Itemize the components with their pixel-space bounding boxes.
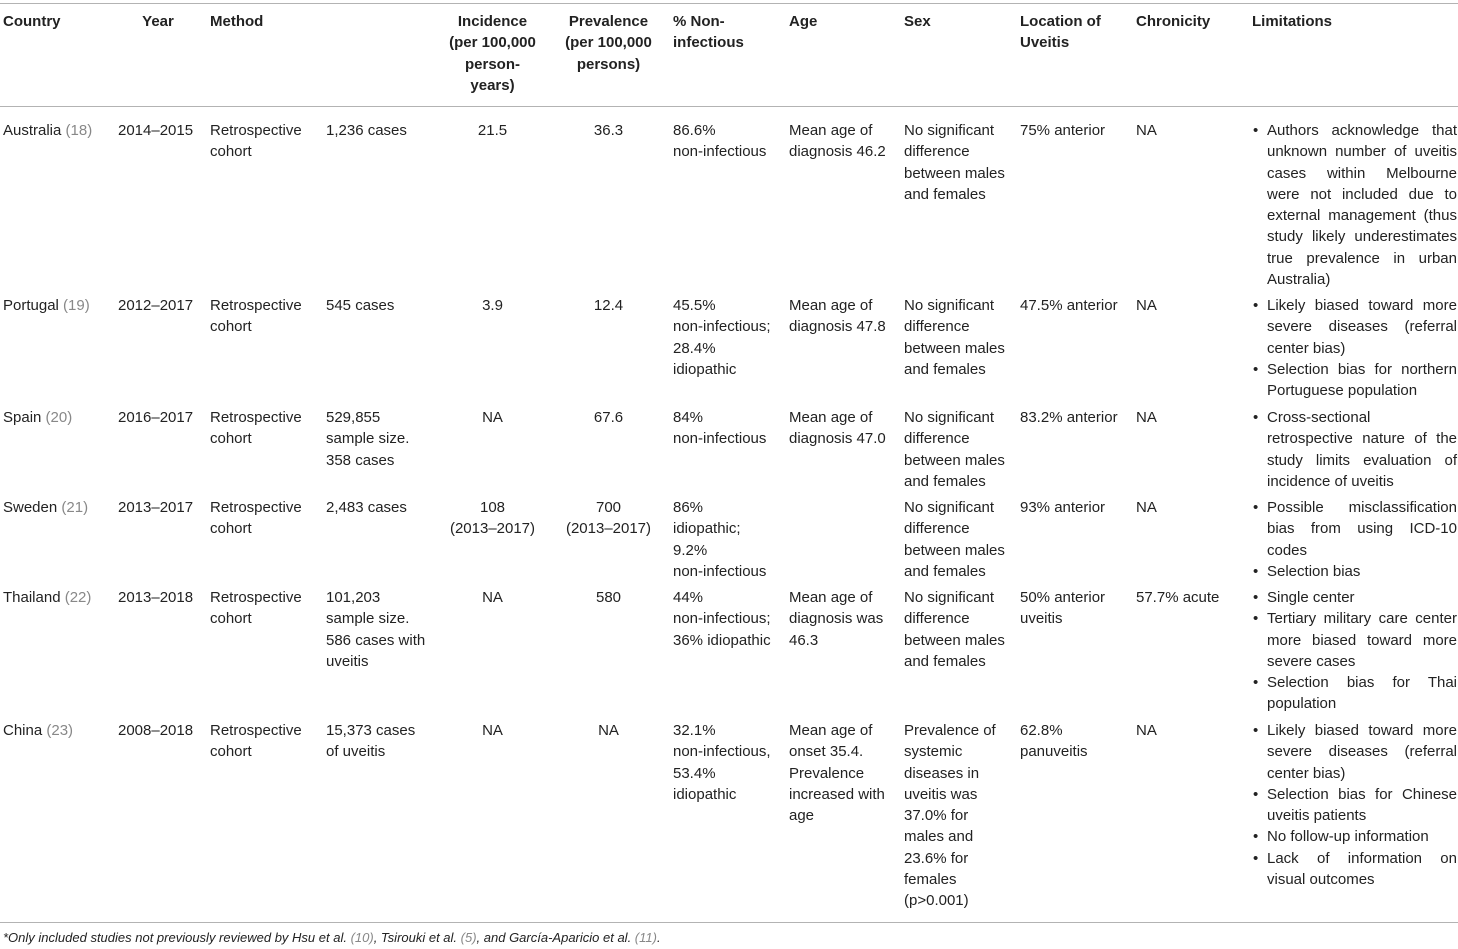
reference-link[interactable]: (20): [45, 409, 73, 426]
cell-line: difference: [904, 610, 970, 628]
sex-cell: [904, 720, 1014, 912]
cell-line: 1,236 cases: [326, 122, 407, 139]
column-header-non-infectious: [673, 11, 783, 54]
country-name: Portugal: [3, 297, 59, 314]
cell-line: diagnosis 46.2: [789, 143, 886, 161]
country-cell: [3, 120, 113, 141]
cell-line: 93% anterior: [1020, 499, 1106, 516]
cell-line: Prevalence of: [904, 722, 996, 739]
cell-line: males and: [904, 828, 974, 846]
cell-line: 46.3: [789, 631, 819, 649]
year-cell: 2014–2015: [118, 122, 194, 139]
limitation-item: [1252, 587, 1457, 608]
limitation-line: • Tertiary military care center: [1267, 610, 1457, 628]
age-cell: [789, 587, 899, 651]
non-infectious-cell: [673, 295, 783, 380]
year-cell: 2016–2017: [118, 409, 194, 426]
limitations-list: [1252, 587, 1457, 715]
cell-line: 23.6% for: [904, 849, 969, 867]
limitation-line: codes: [1267, 541, 1308, 559]
limitation-line: • Cross-sectional: [1267, 409, 1371, 426]
limitation-item: [1252, 784, 1457, 827]
incidence-cell: [446, 407, 539, 428]
cell-line: cohort: [210, 743, 252, 761]
country-name: China: [3, 722, 43, 739]
cell-line: cohort: [210, 143, 252, 161]
sample-size-cell: [326, 720, 451, 763]
limitation-line: severe cases: [1267, 652, 1356, 670]
column-header-location: [1020, 11, 1132, 54]
limitation-line: • Possible misclassification: [1267, 499, 1457, 516]
footnote-ref-link[interactable]: (10): [350, 930, 374, 945]
limitation-line: • Single center: [1267, 589, 1355, 606]
footnote-text: .: [656, 930, 661, 945]
cell-line: No significant: [904, 297, 995, 314]
sex-cell: [904, 497, 1014, 582]
country-name: Sweden: [3, 499, 58, 516]
cell-line: 101,203: [326, 589, 381, 606]
limitation-line: more biased toward more: [1267, 631, 1457, 649]
cell-line: diagnosis 47.8: [789, 318, 886, 336]
reference-link[interactable]: (21): [61, 499, 89, 516]
chronicity-cell: NA: [1136, 722, 1157, 739]
cell-line: idiopathic;: [673, 520, 741, 538]
limitation-item: [1252, 407, 1457, 492]
limitation-line: • Selection bias for Chinese: [1267, 785, 1457, 803]
limitation-line: visual outcomes: [1267, 871, 1375, 889]
cell-line: % Non-: [673, 13, 725, 30]
method-cell: [210, 295, 322, 338]
age-cell: [789, 295, 899, 338]
cell-line: 53.4%: [673, 764, 716, 782]
footnote-text: , Tsirouki et al.: [373, 930, 461, 945]
cell-line: 21.5: [477, 122, 508, 139]
column-header-method: Method: [210, 13, 264, 30]
cell-line: Mean age of: [789, 722, 873, 739]
limitation-line: incidence of uveitis: [1267, 472, 1394, 490]
country-cell: [3, 587, 113, 608]
year-cell: 2013–2018: [118, 589, 194, 606]
limitation-item: [1252, 672, 1457, 715]
cell-line: non-infectious: [673, 143, 767, 161]
chronicity-cell: NA: [1136, 122, 1157, 139]
cell-line: females: [904, 871, 957, 889]
limitation-line: • Lack of information on: [1267, 849, 1457, 867]
limitation-line: • No follow-up information: [1267, 828, 1429, 846]
non-infectious-cell: [673, 587, 783, 651]
limitation-line: Portuguese population: [1267, 382, 1418, 400]
country-cell: [3, 295, 113, 316]
method-cell: [210, 407, 322, 450]
cell-line: 15,373 cases: [326, 722, 416, 739]
country-name: Thailand: [3, 589, 61, 606]
country-cell: [3, 720, 113, 741]
cell-line: person-: [464, 55, 520, 73]
cell-line: (p>0.001): [904, 892, 969, 910]
prevalence-cell: [560, 295, 657, 316]
cell-line: 36.3: [593, 122, 624, 139]
footnote-text: , and García-Aparicio et al.: [476, 930, 635, 945]
cell-line: Prevalence: [789, 764, 865, 782]
cell-line: 529,855: [326, 409, 381, 426]
chronicity-cell: NA: [1136, 409, 1157, 426]
column-header-sex: Sex: [904, 13, 931, 30]
footnote-ref-link[interactable]: (5): [460, 930, 477, 945]
sex-cell: [904, 295, 1014, 380]
cell-line: (per 100,000: [449, 34, 536, 52]
year-cell: 2012–2017: [118, 297, 194, 314]
limitation-line: • Authors acknowledge that: [1267, 122, 1457, 139]
location-cell: [1020, 407, 1132, 428]
cell-line: No significant: [904, 589, 995, 606]
country-cell: [3, 497, 113, 518]
limitation-item: [1252, 120, 1457, 290]
table-bottom-rule: [0, 922, 1458, 923]
cell-line: 50% anterior: [1020, 589, 1106, 606]
reference-link[interactable]: (22): [64, 589, 92, 606]
incidence-cell: [446, 120, 539, 141]
limitation-line: Australia): [1267, 271, 1331, 289]
cell-line: uveitis: [326, 652, 369, 670]
cell-line: non-infectious: [673, 562, 767, 580]
limitation-item: [1252, 295, 1457, 359]
cell-line: systemic: [904, 743, 963, 761]
incidence-cell: [446, 587, 539, 608]
country-cell: [3, 407, 113, 428]
cell-line: Retrospective: [210, 589, 302, 606]
cell-line: cohort: [210, 318, 252, 336]
cell-line: of uveitis: [326, 743, 386, 761]
cell-line: sample size.: [326, 610, 410, 628]
cell-line: (2013–2017): [565, 520, 652, 538]
cell-line: Retrospective: [210, 122, 302, 139]
cell-line: difference: [904, 143, 970, 161]
cell-line: Retrospective: [210, 722, 302, 739]
cell-line: 47.5% anterior: [1020, 297, 1118, 314]
cell-line: 358 cases: [326, 451, 395, 469]
cell-line: 545 cases: [326, 297, 395, 314]
cell-line: non-infectious;: [673, 610, 771, 628]
cell-line: increased with: [789, 785, 885, 803]
reference-link[interactable]: (19): [63, 297, 90, 314]
cell-line: No significant: [904, 499, 995, 516]
limitation-item: [1252, 359, 1457, 402]
sample-size-cell: [326, 497, 451, 518]
sex-cell: [904, 407, 1014, 492]
limitation-line: external management (thus: [1267, 207, 1457, 225]
sex-cell: [904, 587, 1014, 672]
location-cell: [1020, 295, 1132, 316]
limitation-item: [1252, 848, 1457, 891]
location-cell: [1020, 587, 1132, 630]
cell-line: infectious: [673, 34, 744, 52]
cell-line: between males: [904, 541, 1005, 559]
reference-link[interactable]: (23): [46, 722, 74, 739]
limitation-line: • Likely biased toward more: [1267, 297, 1457, 314]
cell-line: 580: [595, 589, 622, 606]
method-cell: [210, 120, 322, 163]
cell-line: sample size.: [326, 430, 410, 448]
limitation-line: severe diseases (referral: [1267, 743, 1457, 761]
cell-line: Prevalence: [568, 13, 649, 30]
cell-line: Location of: [1020, 13, 1101, 30]
column-header-year: Year: [142, 13, 174, 30]
limitation-line: severe diseases (referral: [1267, 318, 1457, 336]
non-infectious-cell: [673, 120, 783, 163]
cell-line: Uveitis: [1020, 34, 1070, 52]
cell-line: 83.2% anterior: [1020, 409, 1118, 426]
method-cell: [210, 720, 322, 763]
limitation-item: [1252, 720, 1457, 784]
table-header-rule: [0, 106, 1458, 107]
cell-line: uveitis: [1020, 610, 1063, 628]
sample-size-cell: [326, 295, 451, 316]
cell-line: Retrospective: [210, 297, 302, 314]
non-infectious-cell: [673, 720, 783, 805]
cell-line: panuveitis: [1020, 743, 1088, 761]
cell-line: non-infectious: [673, 430, 767, 448]
limitations-list: [1252, 407, 1457, 492]
cell-line: non-infectious;: [673, 318, 771, 336]
cell-line: idiopathic: [673, 785, 737, 803]
limitation-item: [1252, 561, 1457, 582]
column-header-chronicity: Chronicity: [1136, 13, 1211, 30]
cell-line: years): [470, 76, 515, 94]
limitation-line: retrospective nature of the: [1267, 430, 1457, 448]
cell-line: between males: [904, 164, 1005, 182]
cell-line: idiopathic: [673, 360, 737, 378]
limitation-line: study limits evaluation of: [1267, 451, 1457, 469]
cell-line: 75% anterior: [1020, 122, 1106, 139]
column-header-country: Country: [3, 13, 61, 30]
cell-line: 586 cases with: [326, 631, 426, 649]
cell-line: cohort: [210, 430, 252, 448]
cell-line: 9.2%: [673, 541, 708, 559]
cell-line: age: [789, 807, 815, 825]
chronicity-cell: 57.7% acute: [1136, 589, 1220, 606]
cell-line: 32.1%: [673, 722, 716, 739]
cell-line: No significant: [904, 409, 995, 426]
cell-line: onset 35.4.: [789, 743, 864, 761]
incidence-cell: [446, 295, 539, 316]
reference-link[interactable]: (18): [65, 122, 93, 139]
cell-line: and females: [904, 652, 986, 670]
country-name: Spain: [3, 409, 42, 426]
limitation-item: [1252, 497, 1457, 561]
location-cell: [1020, 497, 1132, 518]
cell-line: between males: [904, 451, 1005, 469]
cell-line: non-infectious,: [673, 743, 771, 761]
cell-line: diagnosis 47.0: [789, 430, 886, 448]
prevalence-cell: [560, 497, 657, 540]
incidence-cell: [446, 720, 539, 741]
cell-line: and females: [904, 562, 986, 580]
cell-line: diagnosis was: [789, 610, 884, 628]
cell-line: diseases in: [904, 764, 980, 782]
limitation-item: [1252, 826, 1457, 847]
age-cell: [789, 720, 899, 826]
cell-line: and females: [904, 472, 986, 490]
limitation-line: • Selection bias for Thai: [1267, 674, 1457, 692]
cell-line: 45.5%: [673, 297, 716, 314]
cell-line: 86.6%: [673, 122, 716, 139]
limitation-line: bias from using ICD-10: [1267, 520, 1457, 538]
chronicity-cell: NA: [1136, 297, 1157, 314]
age-cell: [789, 120, 899, 163]
sex-cell: [904, 120, 1014, 205]
limitation-line: population: [1267, 695, 1337, 713]
cell-line: and females: [904, 185, 986, 203]
sample-size-cell: [326, 407, 451, 471]
cell-line: uveitis was: [904, 785, 978, 803]
limitation-item: [1252, 608, 1457, 672]
table-footnote: [3, 929, 661, 947]
year-cell: 2008–2018: [118, 722, 194, 739]
cell-line: Retrospective: [210, 499, 302, 516]
cell-line: difference: [904, 318, 970, 336]
cell-line: No significant: [904, 122, 995, 139]
cell-line: (per 100,000: [565, 34, 652, 52]
cell-line: between males: [904, 339, 1005, 357]
prevalence-cell: [560, 720, 657, 741]
column-header-incidence: [446, 11, 539, 96]
country-name: Australia: [3, 122, 62, 139]
limitations-list: [1252, 120, 1457, 290]
method-cell: [210, 587, 322, 630]
cell-line: 84%: [673, 409, 704, 426]
prevalence-cell: [560, 587, 657, 608]
cell-line: persons): [576, 55, 641, 73]
column-header-age: Age: [789, 13, 818, 30]
limitation-line: center bias): [1267, 339, 1346, 357]
cell-line: cohort: [210, 520, 252, 538]
cell-line: 2,483 cases: [326, 499, 407, 516]
limitations-list: [1252, 497, 1457, 582]
footnote-text: *Only included studies not previously reviewed by Hsu et al.: [3, 930, 351, 945]
limitation-line: were not included due to: [1267, 185, 1457, 203]
limitation-line: true prevalence in urban: [1267, 249, 1457, 267]
cell-line: between males: [904, 631, 1005, 649]
sample-size-cell: [326, 587, 451, 672]
cell-line: (2013–2017): [449, 520, 536, 538]
cell-line: NA: [482, 589, 503, 606]
cell-line: Mean age of: [789, 122, 873, 139]
cell-line: difference: [904, 520, 970, 538]
incidence-cell: [446, 497, 539, 540]
age-cell: [789, 407, 899, 450]
limitations-list: [1252, 720, 1457, 890]
limitation-line: cases within Melbourne: [1267, 164, 1457, 182]
location-cell: [1020, 120, 1132, 141]
chronicity-cell: NA: [1136, 499, 1157, 516]
column-header-limitations: Limitations: [1252, 13, 1333, 30]
cell-line: NA: [598, 722, 619, 739]
non-infectious-cell: [673, 407, 783, 450]
limitation-line: • Selection bias for northern: [1267, 360, 1457, 378]
cell-line: 62.8%: [1020, 722, 1063, 739]
limitations-list: [1252, 295, 1457, 401]
prevalence-cell: [560, 120, 657, 141]
cell-line: Mean age of: [789, 409, 873, 426]
cell-line: cohort: [210, 610, 252, 628]
year-cell: 2013–2017: [118, 499, 194, 516]
cell-line: 3.9: [482, 297, 503, 314]
non-infectious-cell: [673, 497, 783, 582]
footnote-ref-link[interactable]: (11): [634, 930, 657, 945]
limitation-line: study likely underestimates: [1267, 228, 1457, 246]
cell-line: 67.6: [593, 409, 624, 426]
limitation-line: unknown number of uveitis: [1267, 143, 1457, 161]
prevalence-cell: [560, 407, 657, 428]
sample-size-cell: [326, 120, 451, 141]
location-cell: [1020, 720, 1132, 763]
cell-line: difference: [904, 430, 970, 448]
limitation-line: center bias): [1267, 764, 1346, 782]
cell-line: Incidence: [457, 13, 528, 30]
column-header-prevalence: [560, 11, 657, 75]
cell-line: Retrospective: [210, 409, 302, 426]
limitation-line: • Likely biased toward more: [1267, 722, 1457, 739]
cell-line: 108: [479, 499, 506, 516]
limitation-line: uveitis patients: [1267, 807, 1367, 825]
cell-line: NA: [482, 722, 503, 739]
cell-line: and females: [904, 360, 986, 378]
cell-line: 36% idiopathic: [673, 631, 771, 649]
cell-line: Mean age of: [789, 297, 873, 314]
table-top-rule: [0, 3, 1458, 4]
cell-line: NA: [482, 409, 503, 426]
cell-line: 700: [595, 499, 622, 516]
cell-line: 12.4: [593, 297, 624, 314]
cell-line: 44%: [673, 589, 704, 606]
cell-line: Mean age of: [789, 589, 873, 606]
cell-line: 86%: [673, 499, 704, 516]
limitation-line: • Selection bias: [1267, 562, 1361, 580]
method-cell: [210, 497, 322, 540]
cell-line: 28.4%: [673, 339, 716, 357]
cell-line: 37.0% for: [904, 807, 969, 825]
